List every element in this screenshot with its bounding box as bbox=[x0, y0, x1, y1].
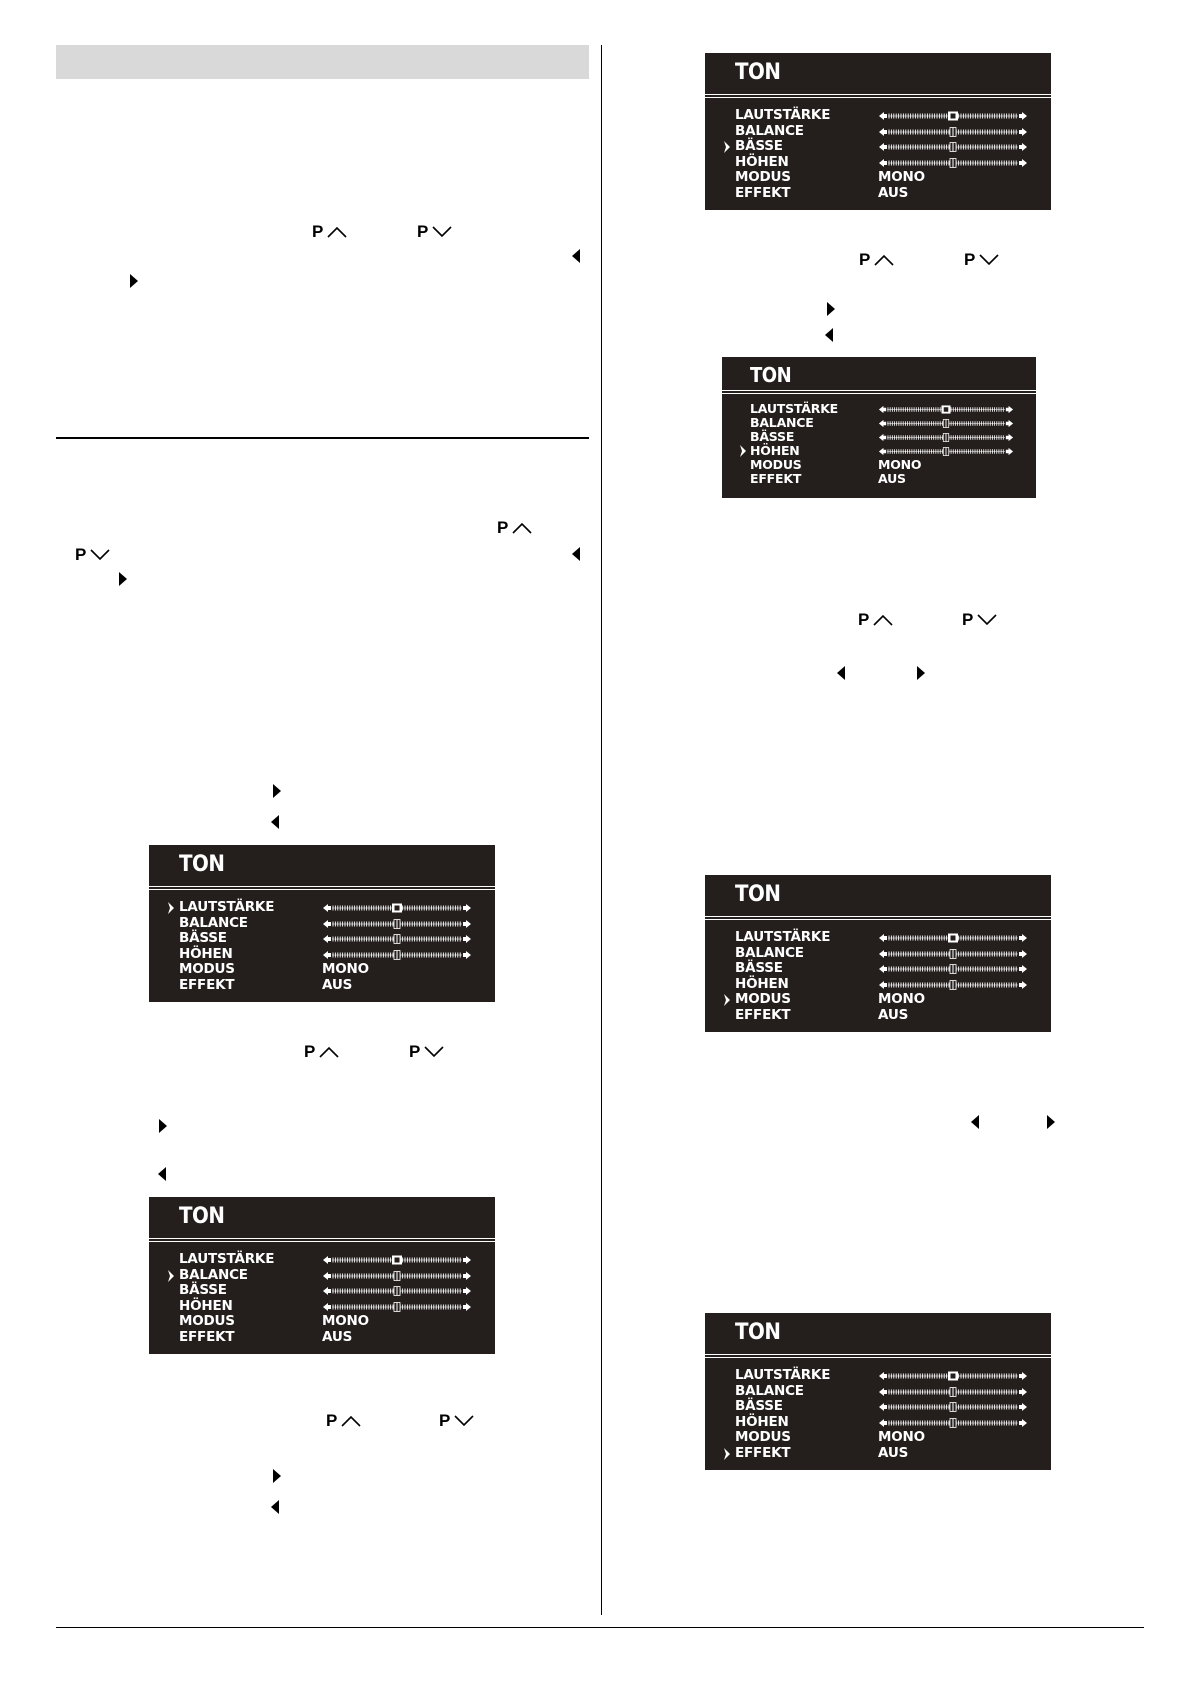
osd-menu-item-label: LAUTSTÄRKE bbox=[179, 1251, 275, 1267]
selection-pointer-icon bbox=[739, 445, 747, 457]
osd-menu-item[interactable] bbox=[735, 155, 1041, 171]
osd-menu-item-label: EFFEKT bbox=[735, 184, 791, 201]
osd-menu-item[interactable] bbox=[750, 416, 1026, 430]
p-down-key: P bbox=[409, 1042, 445, 1062]
osd-divider bbox=[722, 390, 1036, 391]
slider-right-arrow-icon bbox=[1006, 406, 1013, 413]
osd-menu-item[interactable] bbox=[735, 124, 1041, 140]
slider-left-arrow-icon bbox=[879, 406, 886, 413]
slider-right-arrow-icon bbox=[1019, 950, 1027, 958]
osd-divider bbox=[705, 97, 1051, 98]
chevron-down-icon bbox=[976, 613, 998, 627]
slider-left-arrow-icon bbox=[879, 448, 886, 455]
osd-sound-menu bbox=[149, 845, 495, 1002]
osd-divider bbox=[149, 889, 495, 890]
osd-menu-item[interactable] bbox=[735, 186, 1041, 202]
osd-menu-item-label: HÖHEN bbox=[735, 975, 789, 992]
right-arrow-icon bbox=[159, 1119, 167, 1133]
slider-left-arrow-icon bbox=[879, 128, 887, 136]
osd-menu-item[interactable] bbox=[179, 1299, 485, 1315]
osd-menu-item-label: LAUTSTÄRKE bbox=[179, 899, 275, 915]
slider-right-arrow-icon bbox=[463, 1272, 471, 1280]
left-arrow-icon bbox=[572, 547, 580, 561]
osd-menu-item-label: EFFEKT bbox=[735, 1006, 791, 1023]
slider-left-arrow-icon bbox=[879, 143, 887, 151]
right-arrow-icon bbox=[273, 1469, 281, 1483]
selection-pointer-icon bbox=[167, 1270, 175, 1282]
slider-left-arrow-icon bbox=[879, 434, 886, 441]
left-arrow-icon bbox=[271, 815, 279, 829]
slider-left-arrow-icon bbox=[323, 920, 331, 928]
osd-menu-item-label: BALANCE bbox=[179, 1266, 248, 1283]
effekt-value: AUS bbox=[322, 1328, 353, 1345]
osd-menu-item[interactable] bbox=[179, 1283, 485, 1299]
chevron-down-icon bbox=[423, 1045, 445, 1059]
p-down-key: P bbox=[417, 222, 453, 242]
level-slider[interactable] bbox=[878, 980, 1028, 990]
osd-menu-item[interactable] bbox=[179, 978, 485, 994]
selection-pointer-icon bbox=[723, 994, 731, 1006]
level-slider[interactable] bbox=[878, 447, 1014, 456]
slider-right-arrow-icon bbox=[463, 920, 471, 928]
osd-menu-item-label: MODUS bbox=[735, 1429, 791, 1446]
slider-left-arrow-icon bbox=[879, 112, 887, 120]
slider-right-arrow-icon bbox=[1019, 934, 1027, 942]
slider-left-arrow-icon bbox=[879, 159, 887, 167]
osd-divider bbox=[722, 393, 1036, 394]
osd-menu-item[interactable] bbox=[179, 1268, 485, 1284]
osd-menu-title: TON bbox=[735, 1320, 781, 1345]
effekt-value: AUS bbox=[878, 184, 909, 201]
right-arrow-icon bbox=[119, 572, 127, 586]
osd-menu-item[interactable] bbox=[735, 1446, 1041, 1462]
osd-menu-item-label: BÄSSE bbox=[735, 960, 783, 977]
chevron-down-icon bbox=[453, 1414, 475, 1428]
osd-menu-item[interactable] bbox=[179, 931, 485, 947]
chevron-up-icon bbox=[873, 253, 895, 267]
osd-menu-item[interactable] bbox=[735, 139, 1041, 155]
p-down-key: P bbox=[962, 610, 998, 630]
level-slider[interactable] bbox=[878, 127, 1028, 137]
osd-menu-item[interactable] bbox=[750, 430, 1026, 444]
osd-divider bbox=[149, 1238, 495, 1239]
osd-menu-item-label: EFFEKT bbox=[750, 471, 802, 486]
osd-menu-item-label: BÄSSE bbox=[750, 429, 795, 444]
osd-menu-item-label: BALANCE bbox=[750, 415, 814, 430]
osd-menu-item-label: LAUTSTÄRKE bbox=[735, 929, 831, 945]
osd-menu-item-label: EFFEKT bbox=[179, 976, 235, 993]
osd-menu-item-label: MODUS bbox=[750, 457, 802, 472]
osd-menu-item-label: BALANCE bbox=[735, 122, 804, 139]
level-slider[interactable] bbox=[878, 1387, 1028, 1397]
selection-pointer-icon bbox=[723, 141, 731, 153]
slider-right-arrow-icon bbox=[1019, 1372, 1027, 1380]
slider-right-arrow-icon bbox=[1019, 1419, 1027, 1427]
osd-menu-item[interactable] bbox=[735, 977, 1041, 993]
osd-menu-item-label: BÄSSE bbox=[735, 138, 783, 155]
level-slider[interactable] bbox=[322, 1255, 472, 1265]
right-arrow-icon bbox=[917, 666, 925, 680]
left-arrow-icon bbox=[158, 1167, 166, 1181]
osd-sound-menu bbox=[722, 357, 1036, 498]
osd-menu-item-label: BÄSSE bbox=[735, 1398, 783, 1415]
osd-menu-item[interactable] bbox=[735, 1384, 1041, 1400]
osd-menu-item[interactable] bbox=[750, 402, 1026, 416]
osd-menu-item[interactable] bbox=[735, 1008, 1041, 1024]
slider-right-arrow-icon bbox=[1006, 448, 1013, 455]
footer-rule bbox=[56, 1627, 1144, 1628]
level-slider[interactable] bbox=[878, 949, 1028, 959]
right-arrow-icon bbox=[273, 784, 281, 798]
left-arrow-icon bbox=[971, 1115, 979, 1129]
slider-right-arrow-icon bbox=[463, 935, 471, 943]
osd-menu-item-label: HÖHEN bbox=[750, 443, 800, 458]
level-slider[interactable] bbox=[878, 1371, 1028, 1381]
osd-menu-item-label: HÖHEN bbox=[179, 945, 233, 962]
p-down-key: P bbox=[439, 1411, 475, 1431]
level-slider[interactable] bbox=[878, 142, 1028, 152]
osd-menu-item-label: MODUS bbox=[179, 1313, 235, 1330]
effekt-value: AUS bbox=[878, 1444, 909, 1461]
selection-pointer-icon bbox=[723, 1448, 731, 1460]
osd-menu-item[interactable] bbox=[735, 1430, 1041, 1446]
osd-divider bbox=[705, 916, 1051, 917]
p-up-key: P bbox=[312, 222, 348, 242]
selection-pointer-icon bbox=[167, 902, 175, 914]
slider-right-arrow-icon bbox=[1019, 1403, 1027, 1411]
modus-value: MONO bbox=[878, 169, 925, 186]
osd-menu-item[interactable] bbox=[735, 946, 1041, 962]
slider-left-arrow-icon bbox=[323, 1303, 331, 1311]
level-slider[interactable] bbox=[878, 405, 1014, 414]
column-divider bbox=[601, 45, 602, 1615]
chevron-down-icon bbox=[431, 225, 453, 239]
level-slider[interactable] bbox=[878, 964, 1028, 974]
osd-menu-item[interactable] bbox=[735, 992, 1041, 1008]
osd-menu-item[interactable] bbox=[179, 962, 485, 978]
slider-right-arrow-icon bbox=[1006, 434, 1013, 441]
modus-value: MONO bbox=[322, 961, 369, 978]
chevron-up-icon bbox=[511, 521, 533, 535]
p-up-key: P bbox=[497, 518, 533, 538]
level-slider[interactable] bbox=[878, 1418, 1028, 1428]
slider-left-arrow-icon bbox=[879, 1372, 887, 1380]
osd-menu-title: TON bbox=[179, 1204, 225, 1229]
osd-menu-item[interactable] bbox=[735, 1399, 1041, 1415]
osd-sound-menu bbox=[705, 875, 1051, 1032]
osd-menu-item-label: HÖHEN bbox=[735, 153, 789, 170]
osd-menu-title: TON bbox=[179, 852, 225, 877]
slider-right-arrow-icon bbox=[1019, 128, 1027, 136]
osd-menu-item-label: LAUTSTÄRKE bbox=[735, 107, 831, 123]
level-slider[interactable] bbox=[322, 903, 472, 913]
level-slider[interactable] bbox=[322, 934, 472, 944]
modus-value: MONO bbox=[878, 991, 925, 1008]
slider-right-arrow-icon bbox=[463, 1256, 471, 1264]
osd-sound-menu bbox=[705, 53, 1051, 210]
osd-menu-item-label: LAUTSTÄRKE bbox=[735, 1367, 831, 1383]
p-up-key: P bbox=[304, 1042, 340, 1062]
osd-menu-item[interactable] bbox=[735, 1368, 1041, 1384]
osd-menu-item-label: BÄSSE bbox=[179, 1282, 227, 1299]
modus-value: MONO bbox=[878, 1429, 925, 1446]
right-arrow-icon bbox=[1047, 1115, 1055, 1129]
chevron-up-icon bbox=[318, 1045, 340, 1059]
left-arrow-icon bbox=[825, 328, 833, 342]
chevron-down-icon bbox=[978, 253, 1000, 267]
slider-right-arrow-icon bbox=[1019, 159, 1027, 167]
osd-menu-title: TON bbox=[735, 882, 781, 907]
osd-divider bbox=[705, 1357, 1051, 1358]
osd-menu-item-label: EFFEKT bbox=[735, 1444, 791, 1461]
osd-menu-item[interactable] bbox=[735, 961, 1041, 977]
osd-menu-item-label: BALANCE bbox=[735, 1382, 804, 1399]
slider-left-arrow-icon bbox=[879, 965, 887, 973]
slider-left-arrow-icon bbox=[323, 935, 331, 943]
left-arrow-icon bbox=[572, 249, 580, 263]
left-arrow-icon bbox=[837, 666, 845, 680]
effekt-value: AUS bbox=[878, 1006, 909, 1023]
osd-menu-item[interactable] bbox=[735, 108, 1041, 124]
right-arrow-icon bbox=[130, 274, 138, 288]
osd-menu-item[interactable] bbox=[179, 916, 485, 932]
osd-sound-menu bbox=[149, 1197, 495, 1354]
effekt-value: AUS bbox=[878, 471, 906, 486]
level-slider[interactable] bbox=[878, 158, 1028, 168]
osd-divider bbox=[149, 886, 495, 887]
osd-menu-item-label: MODUS bbox=[735, 169, 791, 186]
level-slider[interactable] bbox=[878, 1402, 1028, 1412]
slider-left-arrow-icon bbox=[323, 1272, 331, 1280]
left-arrow-icon bbox=[271, 1500, 279, 1514]
slider-left-arrow-icon bbox=[879, 981, 887, 989]
level-slider[interactable] bbox=[322, 950, 472, 960]
slider-right-arrow-icon bbox=[1019, 981, 1027, 989]
osd-menu-item[interactable] bbox=[735, 1415, 1041, 1431]
osd-menu-item[interactable] bbox=[750, 444, 1026, 458]
section-header-bar bbox=[56, 45, 589, 79]
osd-menu-item[interactable] bbox=[179, 1314, 485, 1330]
osd-divider bbox=[705, 919, 1051, 920]
osd-menu-item-label: BALANCE bbox=[179, 914, 248, 931]
slider-left-arrow-icon bbox=[879, 420, 886, 427]
slider-left-arrow-icon bbox=[323, 1287, 331, 1295]
level-slider[interactable] bbox=[322, 1271, 472, 1281]
slider-right-arrow-icon bbox=[463, 951, 471, 959]
slider-left-arrow-icon bbox=[323, 904, 331, 912]
slider-left-arrow-icon bbox=[879, 1419, 887, 1427]
osd-menu-item[interactable] bbox=[735, 170, 1041, 186]
slider-right-arrow-icon bbox=[463, 904, 471, 912]
osd-menu-item[interactable] bbox=[179, 900, 485, 916]
chevron-up-icon bbox=[326, 225, 348, 239]
slider-right-arrow-icon bbox=[463, 1287, 471, 1295]
osd-menu-item[interactable] bbox=[179, 1330, 485, 1346]
slider-left-arrow-icon bbox=[879, 934, 887, 942]
slider-left-arrow-icon bbox=[879, 1388, 887, 1396]
chevron-down-icon bbox=[89, 548, 111, 562]
modus-value: MONO bbox=[322, 1313, 369, 1330]
osd-menu-item[interactable] bbox=[179, 1252, 485, 1268]
chevron-up-icon bbox=[872, 613, 894, 627]
osd-divider bbox=[705, 94, 1051, 95]
osd-menu-item-label: LAUTSTÄRKE bbox=[750, 401, 839, 416]
osd-menu-title: TON bbox=[735, 60, 781, 85]
osd-divider bbox=[705, 1354, 1051, 1355]
slider-left-arrow-icon bbox=[323, 1256, 331, 1264]
p-up-key: P bbox=[859, 250, 895, 270]
level-slider[interactable] bbox=[878, 933, 1028, 943]
osd-menu-title: TON bbox=[750, 363, 792, 387]
osd-divider bbox=[149, 1241, 495, 1242]
osd-menu-item-label: MODUS bbox=[179, 961, 235, 978]
osd-menu-item[interactable] bbox=[750, 458, 1026, 472]
p-down-key: P bbox=[75, 545, 111, 565]
level-slider[interactable] bbox=[322, 1302, 472, 1312]
level-slider[interactable] bbox=[322, 919, 472, 929]
slider-right-arrow-icon bbox=[1019, 143, 1027, 151]
slider-right-arrow-icon bbox=[1019, 1388, 1027, 1396]
osd-menu-item[interactable] bbox=[735, 930, 1041, 946]
osd-sound-menu bbox=[705, 1313, 1051, 1470]
p-up-key: P bbox=[326, 1411, 362, 1431]
slider-left-arrow-icon bbox=[323, 951, 331, 959]
slider-right-arrow-icon bbox=[1019, 112, 1027, 120]
right-arrow-icon bbox=[827, 302, 835, 316]
slider-right-arrow-icon bbox=[1006, 420, 1013, 427]
slider-right-arrow-icon bbox=[463, 1303, 471, 1311]
level-slider[interactable] bbox=[322, 1286, 472, 1296]
osd-menu-item-label: HÖHEN bbox=[179, 1297, 233, 1314]
osd-menu-item-label: EFFEKT bbox=[179, 1328, 235, 1345]
p-up-key: P bbox=[858, 610, 894, 630]
osd-menu-item-label: HÖHEN bbox=[735, 1413, 789, 1430]
effekt-value: AUS bbox=[322, 976, 353, 993]
slider-left-arrow-icon bbox=[879, 1403, 887, 1411]
osd-menu-item[interactable] bbox=[750, 472, 1026, 486]
osd-menu-item-label: BALANCE bbox=[735, 944, 804, 961]
level-slider[interactable] bbox=[878, 433, 1014, 442]
slider-left-arrow-icon bbox=[879, 950, 887, 958]
osd-menu-item-label: BÄSSE bbox=[179, 930, 227, 947]
chevron-up-icon bbox=[340, 1414, 362, 1428]
slider-right-arrow-icon bbox=[1019, 965, 1027, 973]
p-down-key: P bbox=[964, 250, 1000, 270]
level-slider[interactable] bbox=[878, 419, 1014, 428]
osd-menu-item-label: MODUS bbox=[735, 991, 791, 1008]
modus-value: MONO bbox=[878, 457, 922, 472]
level-slider[interactable] bbox=[878, 111, 1028, 121]
section-divider bbox=[56, 437, 589, 439]
osd-menu-item[interactable] bbox=[179, 947, 485, 963]
